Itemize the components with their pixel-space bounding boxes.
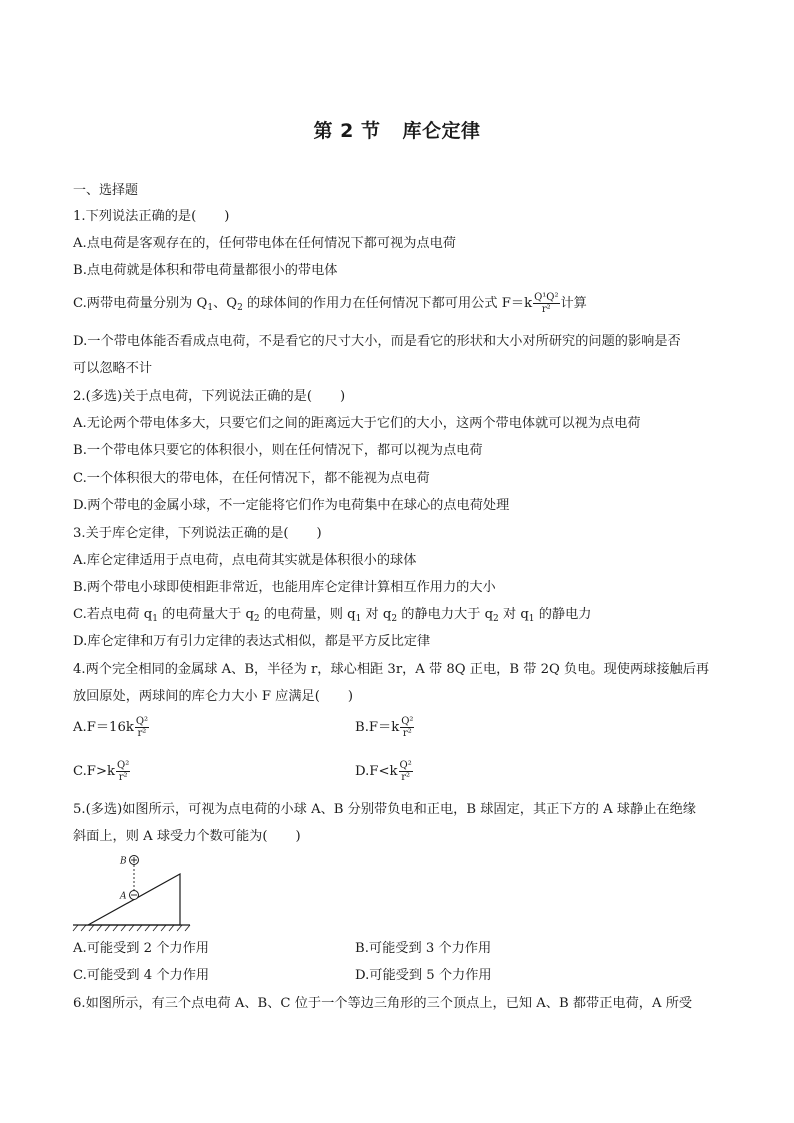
q1-option-d-line2: 可以忽略不计 xyxy=(73,361,153,376)
q4-b-fraction: $\frac{\text{Q²}}{\text{r²}}$ xyxy=(401,716,414,739)
q4-d-fraction: $\frac{\text{Q²}}{\text{r²}}$ xyxy=(399,760,412,783)
q2-option-c: C.一个体积很大的带电体，在任何情况下，都不能视为点电荷 xyxy=(73,471,430,486)
q3-option-a: A.库仑定律适用于点电荷，点电荷其实就是体积很小的球体 xyxy=(73,553,417,568)
q5-option-d: D.可能受到 5 个力作用 xyxy=(355,968,492,983)
q4-c-fraction: $\frac{\text{Q²}}{\text{r²}}$ xyxy=(117,760,130,783)
q4-stem-line2: 放回原处，两球间的库仑力大小 F 应满足( ) xyxy=(73,689,354,704)
q5-stem-line1: 5.(多选)如图所示，可视为点电荷的小球 A、B 分别带负电和正电，B 球固定，其正下方的 A 球静止在绝缘 xyxy=(73,802,696,817)
coulomb-formula-fraction: $\frac{\text{Q¹Q²}}{\text{r²}}$ xyxy=(534,292,559,315)
label-a: A xyxy=(120,891,127,902)
q1-option-b: B.点电荷就是体积和带电荷量都很小的带电体 xyxy=(73,263,338,278)
q1-option-c: C.两带电荷量分别为 $Q_1$、$Q_2$ 的球体间的作用力在任何情况下都可用公式 F＝k $\frac{\text{Q¹Q²}}{\text{r²}}$ 计算 xyxy=(73,292,587,315)
title-section: 第 2 节 xyxy=(313,120,381,142)
q5-option-a: A.可能受到 2 个力作用 xyxy=(73,941,209,956)
q3-stem: 3.关于库仑定律，下列说法正确的是( ) xyxy=(73,526,322,541)
label-b: B xyxy=(120,856,127,867)
q4-option-b: B.F＝k $\frac{\text{Q²}}{\text{r²}}$ xyxy=(355,716,414,739)
ground-hatching xyxy=(73,925,190,931)
q2-option-a: A.无论两个带电体多大，只要它们之间的距离远大于它们的大小，这两个带电体就可以视为点电荷 xyxy=(73,416,641,431)
q6-stem-line1: 6.如图所示，有三个点电荷 A、B、C 位于一个等边三角形的三个顶点上，已知 A、B 都带正电荷，A 所受 xyxy=(73,996,693,1011)
title-name: 库仑定律 xyxy=(402,120,481,142)
q2-option-d: D.两个带电的金属小球，不一定能将它们作为电荷集中在球心的点电荷处理 xyxy=(73,498,510,513)
q5-option-b: B.可能受到 3 个力作用 xyxy=(355,941,492,956)
q2-option-b: B.一个带电体只要它的体积很小，则在任何情况下，都可以视为点电荷 xyxy=(73,443,483,458)
q4-option-d: D.F<k $\frac{\text{Q²}}{\text{r²}}$ xyxy=(355,760,412,783)
q5-option-c: C.可能受到 4 个力作用 xyxy=(73,968,210,983)
incline-charge-figure xyxy=(70,850,200,932)
q4-option-c: C.F>k $\frac{\text{Q²}}{\text{r²}}$ xyxy=(73,760,130,783)
q3-option-d: D.库仑定律和万有引力定律的表达式相似，都是平方反比定律 xyxy=(73,634,431,649)
section-heading: 一、选择题 xyxy=(73,183,139,198)
q1-stem: 1.下列说法正确的是( ) xyxy=(73,209,230,224)
q3-option-c: C.若点电荷 $q_1$ 的电荷量大于 $q_2$ 的电荷量，则 $q_1$ 对 $q_2$ 的静电力大于 $q_2$ 对 $q_1$ 的静电力 xyxy=(73,607,592,624)
q1-option-a: A.点电荷是客观存在的，任何带电体在任何情况下都可视为点电荷 xyxy=(73,236,456,251)
q4-a-fraction: $\frac{\text{Q²}}{\text{r²}}$ xyxy=(135,716,149,739)
q1-option-d-line1: D.一个带电体能否看成点电荷，不是看它的尺寸大小，而是看它的形状和大小对所研究的问题的影响是否 xyxy=(73,334,681,349)
q3-option-b: B.两个带电小球即使相距非常近，也能用库仑定律计算相互作用力的大小 xyxy=(73,580,496,595)
q2-stem: 2.(多选)关于点电荷，下列说法正确的是( ) xyxy=(73,389,346,404)
q4-stem-line1: 4.两个完全相同的金属球 A、B，半径为 r，球心相距 3r，A 带 8Q 正电，B 带 2Q 负电。现使两球接触后再 xyxy=(73,662,710,677)
q5-stem-line2: 斜面上，则 A 球受力个数可能为( ) xyxy=(73,829,301,844)
page-title xyxy=(0,116,794,143)
q4-option-a: A.F＝16k $\frac{\text{Q²}}{\text{r²}}$ xyxy=(73,716,149,739)
